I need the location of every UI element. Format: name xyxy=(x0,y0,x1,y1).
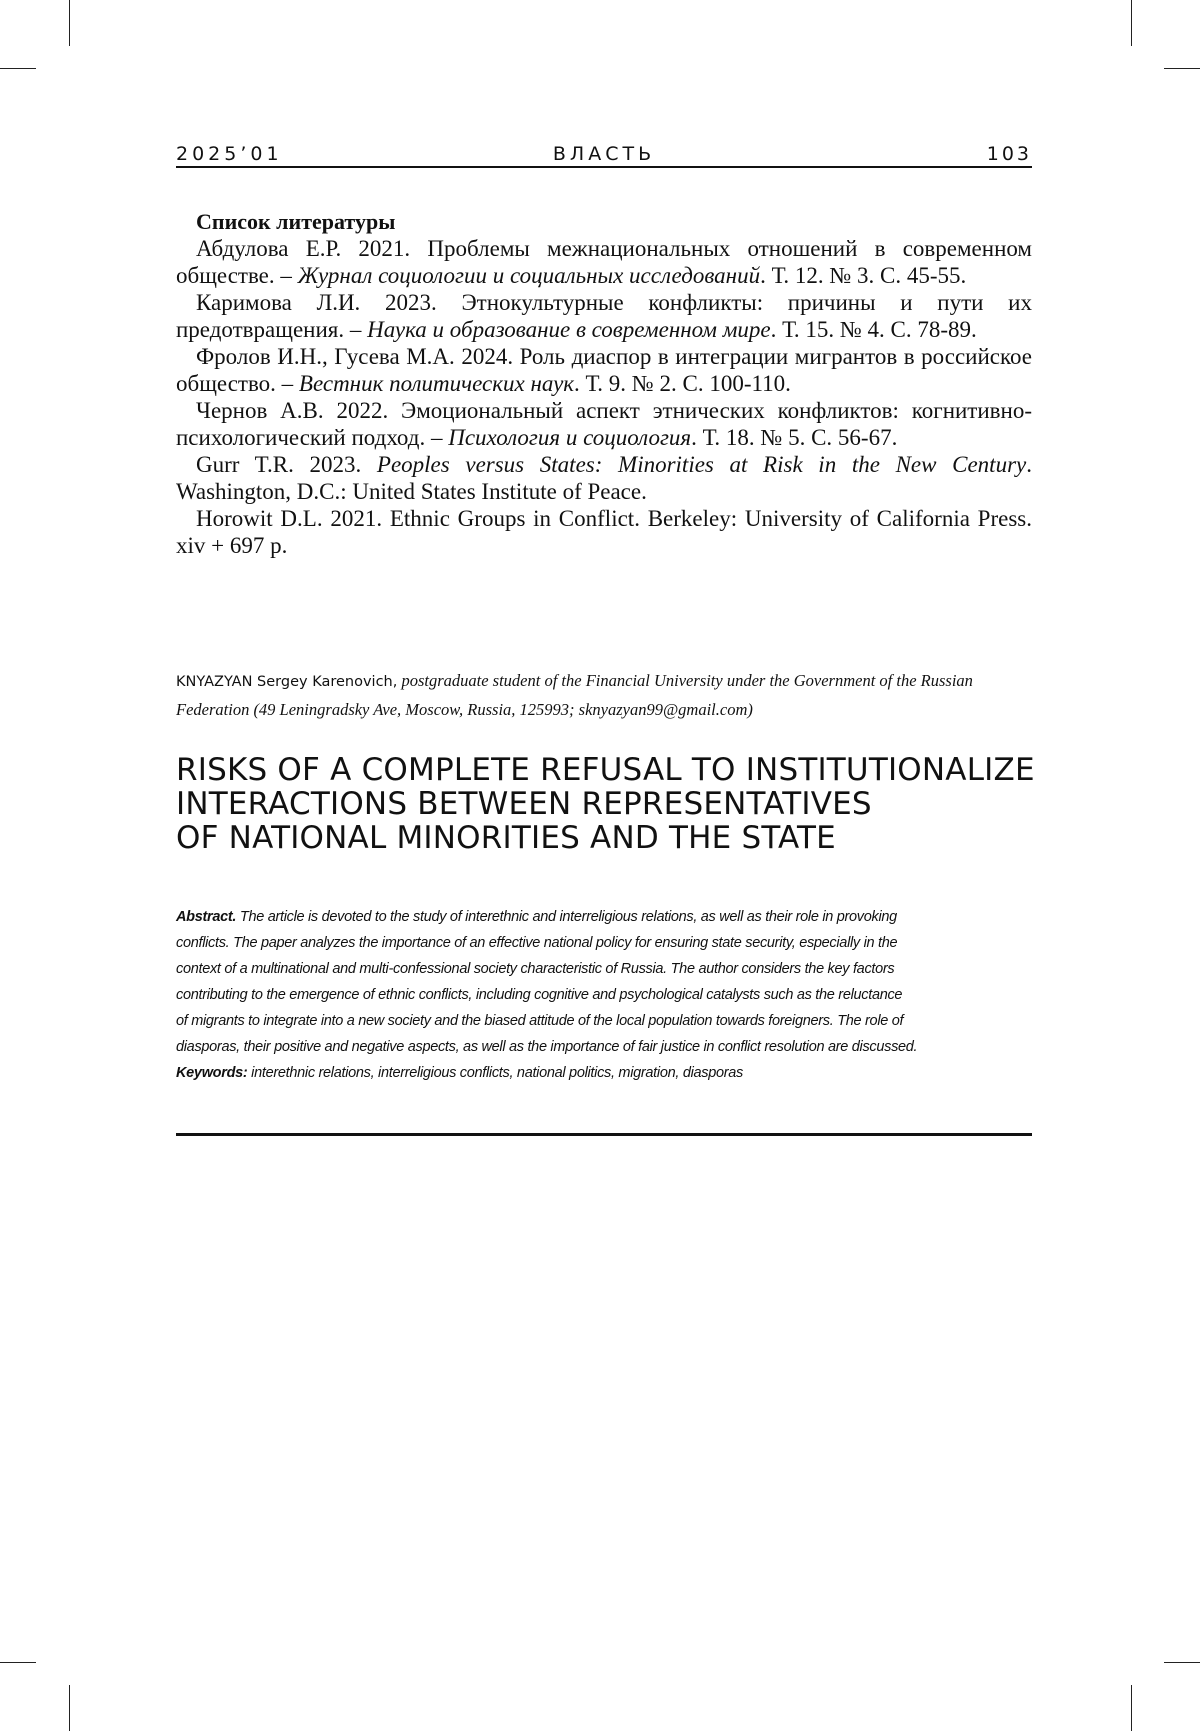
title-line: INTERACTIONS BETWEEN REPRESENTATIVES xyxy=(176,786,872,822)
crop-mark-bottom-left xyxy=(69,1685,70,1731)
crop-mark-top-left xyxy=(69,0,70,46)
reference-item: Фролов И.Н., Гусева М.А. 2024. Роль диаспор в интеграции мигрантов в российское общество. – Вестник политических наук. Т. 9. № 2. С. 100-110. xyxy=(176,344,1032,396)
keywords-line xyxy=(176,1060,1032,1086)
abstract-label: Abstract. xyxy=(176,909,237,925)
running-header xyxy=(176,139,1032,169)
crop-mark-top-right-h xyxy=(1164,68,1200,69)
crop-mark-bottom-left-h xyxy=(0,1662,36,1663)
keywords-text: interethnic relations, interreligious conflicts, national politics, migration, diasporas xyxy=(247,1065,743,1081)
journal-name: ВЛАСТЬ xyxy=(552,143,656,165)
reference-item: Horowit D.L. 2021. Ethnic Groups in Conflict. Berkeley: University of California Press. xiv + 697 p. xyxy=(176,506,1032,558)
author-description: postgraduate student of the Financial University under the Government of the Russian Federation (49 Leningradsky Ave, Moscow, Russia, 125993; sknyazyan99@gmail.com) xyxy=(176,671,973,719)
abstract-line: conflicts. The paper analyzes the importance of an effective national policy for ensuring state security, especially in the xyxy=(176,935,898,951)
page-number: 103 xyxy=(986,143,1032,165)
reference-list xyxy=(176,208,1032,559)
author-name: KNYAZYAN Sergey Karenovich, xyxy=(176,674,398,690)
reference-item: Каримова Л.И. 2023. Этнокультурные конфликты: причины и пути их предотвращения. – Наука и образование в современном мире. Т. 15. № 4. С. 78-89. xyxy=(176,290,1032,342)
abstract-line: diasporas, their positive and negative aspects, as well as the importance of fair justice in conflict resolution are discussed. xyxy=(176,1039,918,1055)
header-rule xyxy=(176,166,1032,168)
reference-heading: Список литературы xyxy=(196,209,396,234)
section-end-rule xyxy=(176,1133,1032,1136)
keywords-label: Keywords: xyxy=(176,1065,248,1081)
title-line: OF NATIONAL MINORITIES AND THE STATE xyxy=(176,820,836,856)
crop-mark-bottom-right-h xyxy=(1164,1662,1200,1663)
crop-mark-top-left-h xyxy=(0,68,36,69)
crop-mark-bottom-right xyxy=(1131,1685,1132,1731)
article-title xyxy=(176,753,1056,855)
reference-item: Чернов А.В. 2022. Эмоциональный аспект этнических конфликтов: когнитивно-психологический подход. – Психология и социология. Т. 18. № 5. С. 56-67. xyxy=(176,398,1032,450)
title-line: RISKS OF A COMPLETE REFUSAL TO INSTITUTIONALIZE xyxy=(176,752,1035,788)
abstract-line: Abstract. The article is devoted to the study of interethnic and interreligious relations, as well as their role in provoking xyxy=(176,909,897,925)
abstract xyxy=(176,904,1032,1086)
abstract-line: contributing to the emergence of ethnic conflicts, including cognitive and psychological catalysts such as the reluctance xyxy=(176,987,903,1003)
abstract-line: context of a multinational and multi-confessional society characteristic of Russia. The author considers the key factors xyxy=(176,961,895,977)
issue-number: 2025’01 xyxy=(176,143,283,165)
crop-mark-top-right xyxy=(1131,0,1132,46)
reference-item: Gurr T.R. 2023. Peoples versus States: Minorities at Risk in the New Century. Washington, D.C.: United States Institute of Peace. xyxy=(176,452,1032,504)
reference-item: Абдулова Е.Р. 2021. Проблемы межнациональных отношений в современном обществе. – Журнал социологии и социальных исследований. Т. 12. № 3. С. 45-55. xyxy=(176,236,1032,288)
author-info xyxy=(176,667,1032,723)
abstract-line: of migrants to integrate into a new society and the biased attitude of the local population towards foreigners. The role of xyxy=(176,1013,904,1029)
